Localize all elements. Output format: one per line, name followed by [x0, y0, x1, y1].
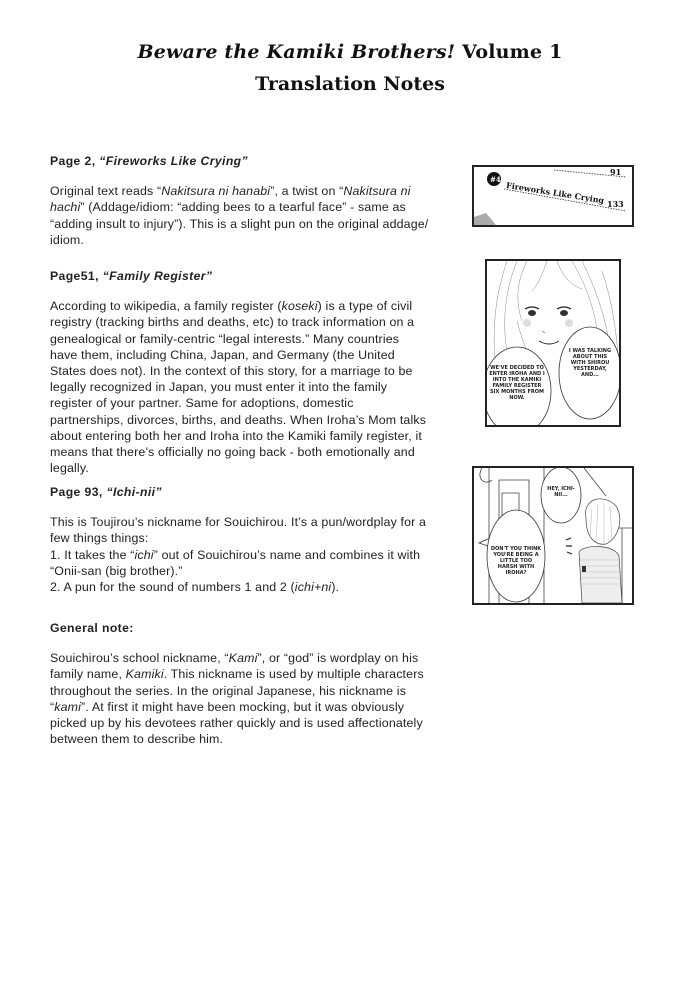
speech-bubble-left-text: WE'VE DECIDED TO ENTER IROHA AND I INTO THE KAMIKI FAMILY REGISTER SIX MONTHS FROM NOW.	[489, 365, 545, 401]
volume-label: Volume 1	[455, 41, 563, 63]
note-family-register	[50, 268, 430, 476]
speech-bubble-top-text: HEY, ICHI-NII...	[547, 486, 575, 498]
italic-term: Kami	[228, 651, 258, 666]
note-heading	[50, 484, 430, 500]
italic-term: Kamiki	[125, 667, 164, 682]
speech-bubble-left-text: DON'T YOU THINK YOU'RE BEING A LITTLE TOO HARSH WITH IROHA?	[490, 546, 542, 576]
italic-term: koseki	[281, 299, 318, 314]
italic-term: ichi	[134, 547, 154, 562]
text: ”, or “god” is wordplay on his family name,	[50, 651, 419, 682]
note-body	[50, 514, 430, 595]
text: ” out of Souichirou’s name and combines it with “Onii-san (big brother).”	[50, 547, 421, 578]
text: According to wikipedia, a family register (	[50, 299, 282, 314]
text: 2. A pun for the sound of numbers 1 and 2 (	[50, 580, 295, 595]
speech-bubble-right-text: I WAS TALKING ABOUT THIS WITH SHIROU YESTERDAY, AND...	[568, 348, 612, 378]
term-label: “Fireworks Like Crying”	[99, 154, 249, 168]
note-body	[50, 298, 430, 476]
toc-entry: Fireworks Like Crying	[505, 180, 605, 206]
toc-page: 133	[607, 199, 624, 209]
note-heading: General note:	[50, 621, 134, 635]
text: ”, a twist on “	[270, 184, 344, 199]
text: This is Toujirou’s nickname for Souichirou. It’s a pun/wordplay for a few things things:	[50, 515, 427, 546]
document-title	[0, 41, 700, 63]
manga-panel-family-register	[485, 259, 621, 427]
text: ) is a type of civil registry (tracking births and deaths, etc) to track information on a genealogical or family-centric “legal interests.” Many countries have them, including China, Japan, and Germany (the United States does not). In the context of this story, for a marriage to be legally recognized in Japan, you must enter it into the family register of your partner. Same for adoptions, domestic partnerships, divorces, births, and deaths. When Iroha’s Mom talks about entering both her and Iroha into the Kamiki family register, it means that there’s officially no going back - both emotionally and legally.	[50, 299, 427, 476]
manga-panel-ichi-nii	[472, 466, 634, 605]
series-title: Beware the Kamiki Brothers!	[137, 41, 456, 63]
text: ).	[331, 580, 340, 595]
italic-term: ichi+ni	[294, 580, 332, 595]
term-label: “Ichi-nii”	[106, 485, 162, 499]
note-general	[50, 620, 430, 747]
italic-term: kami	[54, 699, 82, 714]
note-heading	[50, 153, 430, 169]
note-body	[50, 183, 430, 248]
text: . This nickname is used by multiple characters throughout the series. In the original Japanese, his nickname is “	[50, 667, 424, 714]
note-ichi-nii	[50, 484, 430, 595]
text: 1. It takes the “	[50, 547, 135, 562]
note-body	[50, 650, 430, 747]
page-label: Page51,	[50, 269, 103, 283]
document-subtitle: Translation Notes	[255, 73, 445, 95]
italic-term: Nakitsura ni hanabi	[161, 184, 271, 199]
italic-term: Nakitsura ni hachi	[50, 184, 411, 215]
note-fireworks	[50, 153, 430, 248]
toc-prev-page: 91	[610, 167, 622, 177]
toc-badge: #4	[490, 175, 501, 184]
term-label: “Family Register”	[102, 269, 213, 283]
page-label: Page 2,	[50, 154, 100, 168]
toc-excerpt-image	[472, 165, 634, 227]
page-label: Page 93,	[50, 485, 107, 499]
text: Souichirou’s school nickname, “	[50, 651, 229, 666]
note-heading	[50, 268, 430, 284]
text: ” (Addage/idiom: “adding bees to a tearful face” - same as “adding insult to injury”). This is a slight pun on the original addage/ idiom.	[50, 200, 429, 247]
text: ”. At first it might have been mocking, but it was obviously picked up by his devotees rather quickly and is used affectionately between them to describe him.	[50, 699, 423, 747]
text: Original text reads “	[50, 184, 162, 199]
